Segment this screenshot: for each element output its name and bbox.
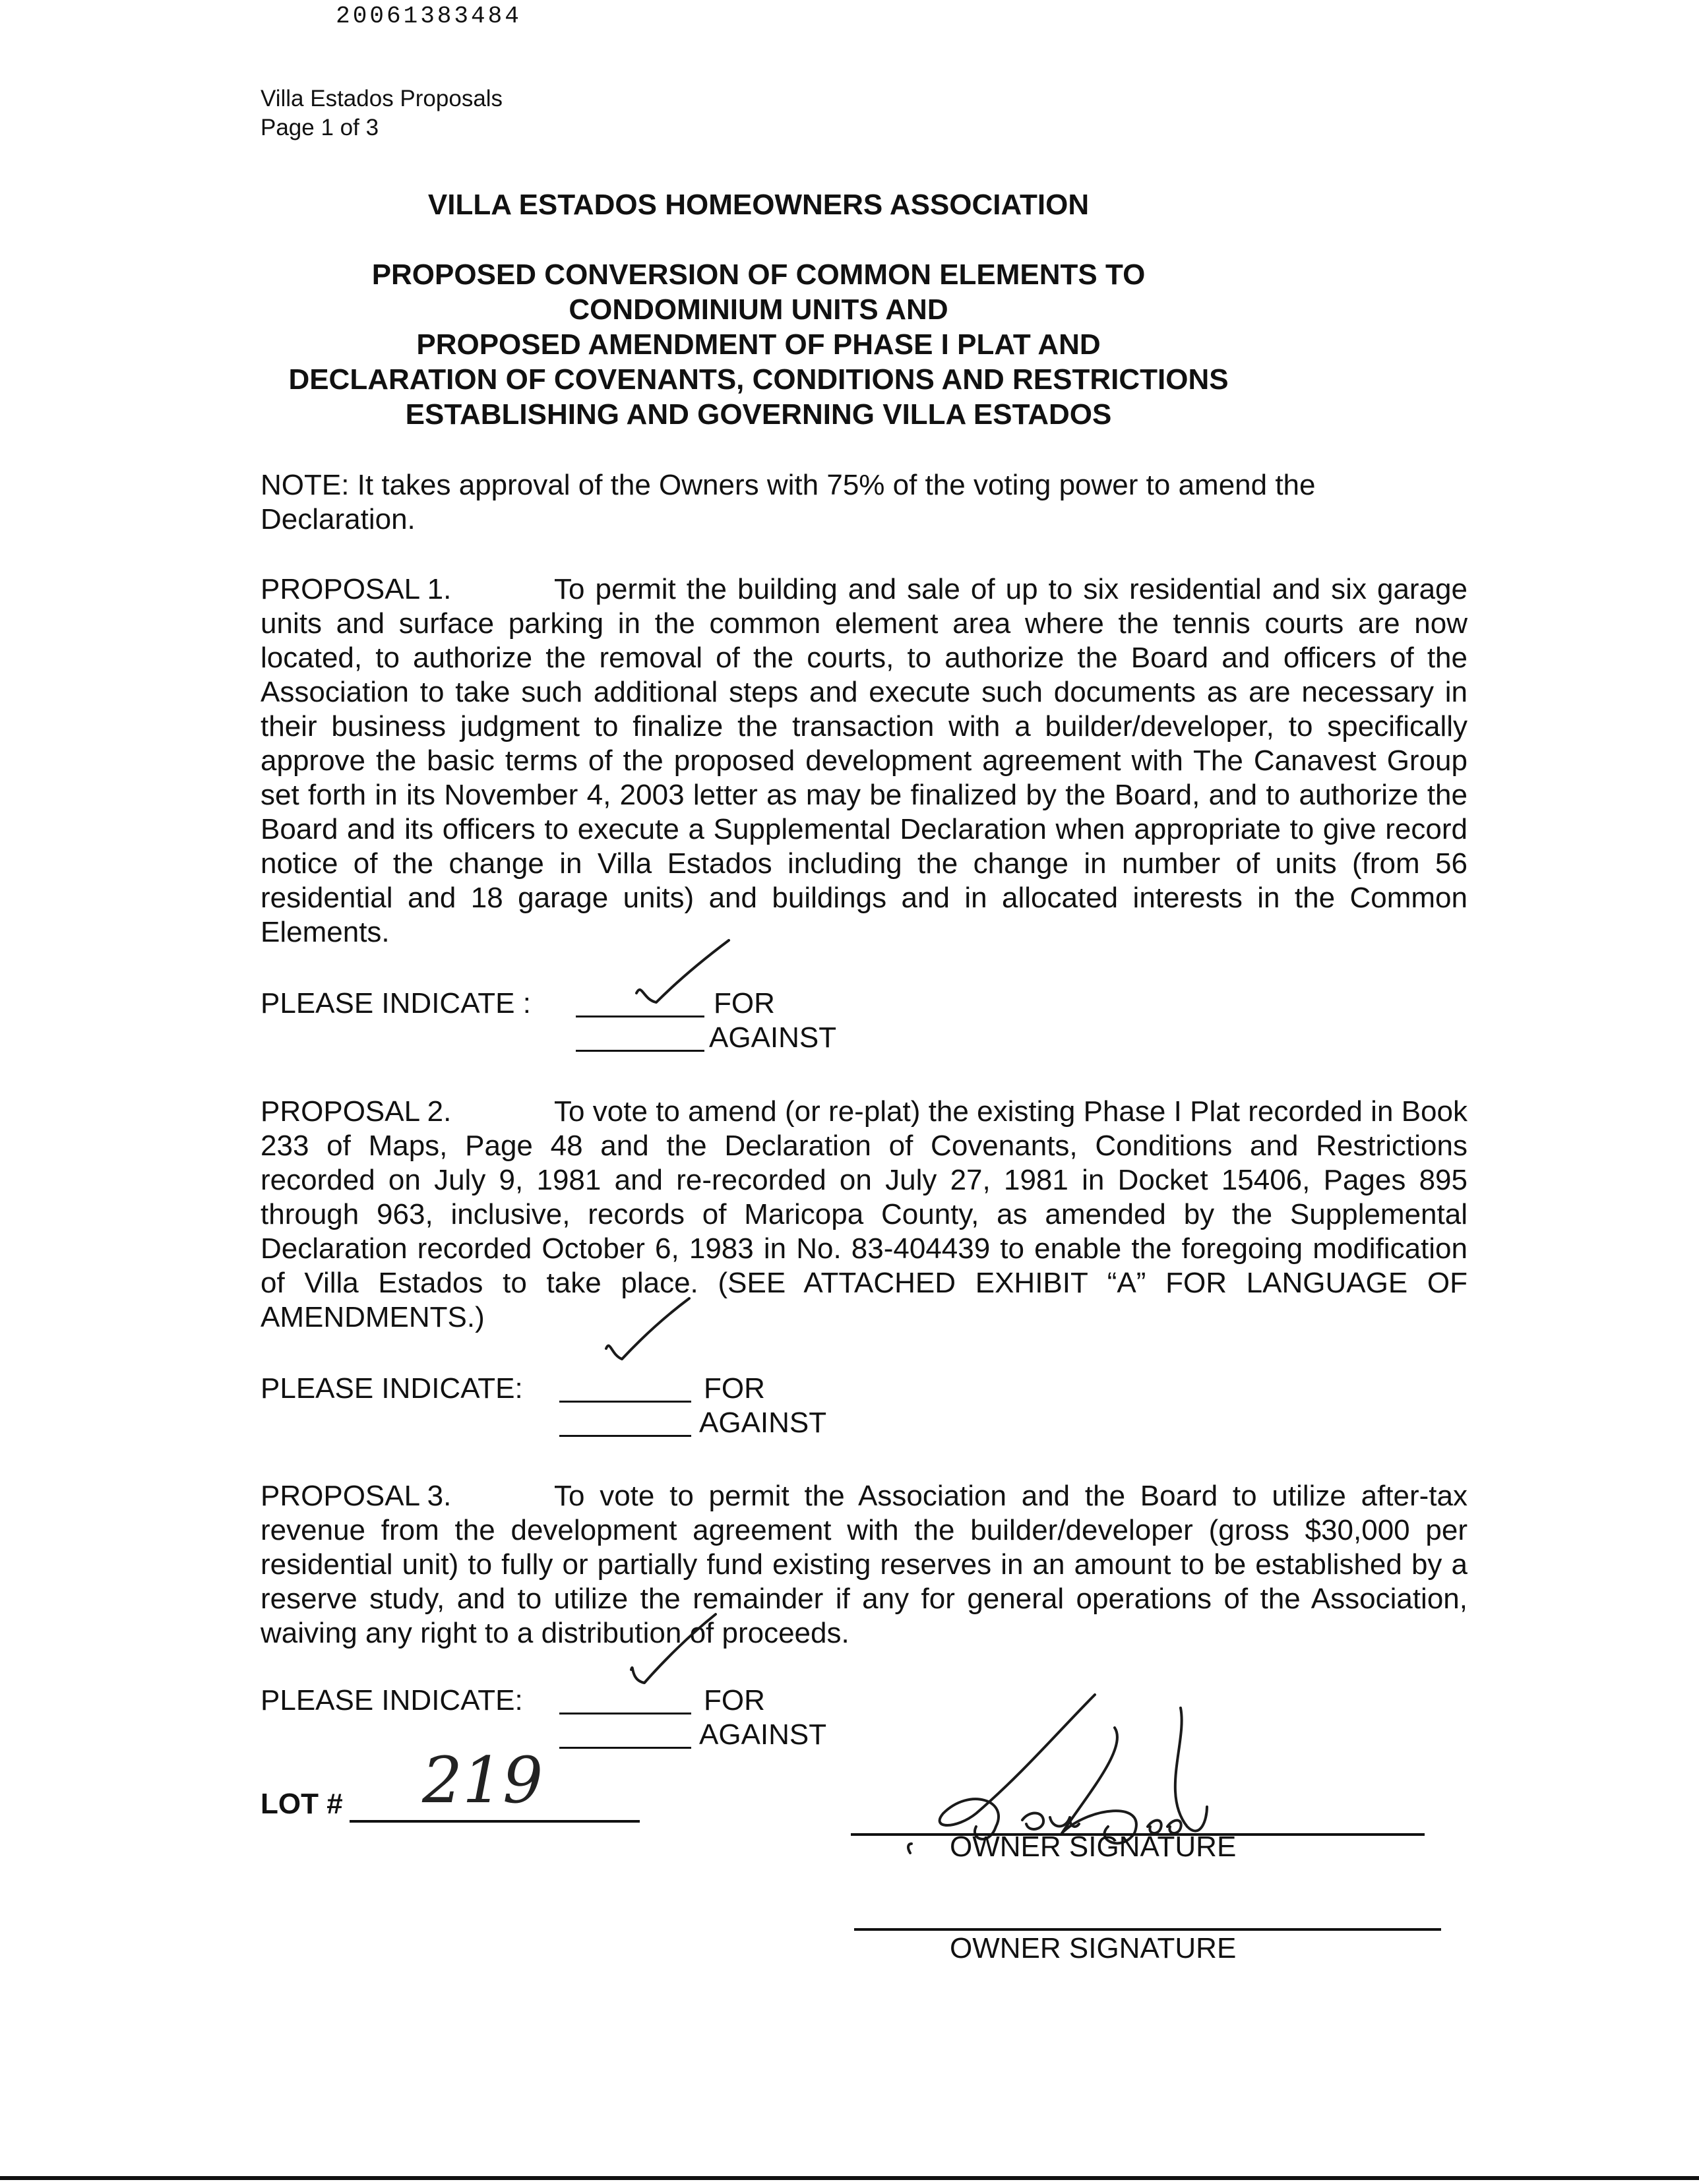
proposal-3-checkmark-icon [617, 1609, 722, 1695]
lot-number-line [350, 1820, 640, 1823]
owner-signature-caption-2: OWNER SIGNATURE [950, 1932, 1237, 1964]
proposal-3-label: PROPOSAL 3. [261, 1480, 452, 1512]
subtitle-line-5: ESTABLISHING AND GOVERNING VILLA ESTADOS [405, 398, 1112, 431]
proposal-2-for-blank[interactable] [559, 1374, 691, 1406]
proposal-3-against-blank[interactable] [559, 1720, 691, 1752]
proposal-3-indicate-label: PLEASE INDICATE: [261, 1684, 523, 1716]
subtitle-line-4: DECLARATION OF COVENANTS, CONDITIONS AND RESTRICTIONS [288, 363, 1229, 396]
document-id: 20061383484 [336, 3, 522, 30]
proposal-1-checkmark-icon [630, 936, 735, 1016]
proposal-3-text: To vote to permit the Association and the Board to utilize after-tax revenue from the development agreement with the builder/developer (gross $30,000 per residential unit) to fully or partially fund existing reserves in an amount to be established by a reserve study, and to utilize the remainder if any for general operations of the Association, waiving any right to a distribution of proceeds. [261, 1480, 1467, 1649]
proposal-2-against-blank[interactable] [559, 1409, 691, 1440]
proposal-2-for-label: FOR [704, 1372, 765, 1405]
proposal-1-for-label: FOR [714, 987, 775, 1019]
proposal-3-paragraph [261, 1479, 1467, 1651]
proposal-1-paragraph [261, 572, 1467, 950]
subtitle-line-2: CONDOMINIUM UNITS AND [569, 293, 948, 326]
proposal-2-checkmark-icon [597, 1296, 696, 1375]
proposal-1-against-label: AGAINST [709, 1021, 837, 1054]
proposal-1-label: PROPOSAL 1. [261, 573, 452, 605]
voting-note: NOTE: It takes approval of the Owners with 75% of the voting power to amend the Declaration. [261, 469, 1316, 535]
proposal-1-against-blank[interactable] [576, 1023, 704, 1055]
proposal-2-against-label: AGAINST [699, 1407, 827, 1439]
proposal-2-label: PROPOSAL 2. [261, 1095, 452, 1128]
lot-number-value[interactable]: 219 [422, 1744, 543, 1817]
proposal-2-text: To vote to amend (or re-plat) the existing Phase I Plat recorded in Book 233 of Maps, Page 48 and the Declaration of Covenants, Conditions and Restrictions recorded on July 9, 1981 and re-recorded on July 27, 1981 in Docket 15406, Pages 895 through 963, inclusive, records of Maricopa County, as amended by the Supplemental Declaration recorded October 6, 1983 in No. 83-404439 to enable the foregoing modification of Villa Estados to take place. (SEE ATTACHED EXHIBIT “A” FOR LANGUAGE OF AMENDMENTS.) [261, 1095, 1467, 1333]
lot-label: LOT # [261, 1788, 343, 1820]
proposal-2-paragraph [261, 1095, 1467, 1335]
bottom-border [0, 2176, 1699, 2180]
association-title: VILLA ESTADOS HOMEOWNERS ASSOCIATION [427, 189, 1090, 221]
proposal-2-indicate-label: PLEASE INDICATE: [261, 1372, 523, 1405]
proposal-1-text: To permit the building and sale of up to six residential and six garage units and surface parking in the common element area where the tennis courts are now located, to authorize the removal of the courts, to authorize the Board and officers of the Association to take such additional steps and execute such documents as are necessary in their business judgment to finalize the transaction with a builder/developer, to specifically approve the basic terms of the proposed development agreement with The Canavest Group set forth in its November 4, 2003 letter as may be finalized by the Board, and to authorize the Board and its officers to execute a Supplemental Declaration when appropriate to give record notice of the change in Villa Estados including the change in number of units (from 56 residential and 18 garage units) and buildings and in allocated interests in the Common Elements. [261, 573, 1467, 948]
owner-signature-line-2[interactable] [854, 1928, 1441, 1931]
proposal-3-against-label: AGAINST [699, 1718, 827, 1751]
page-number: Page 1 of 3 [261, 115, 379, 140]
owner-signature-caption-1: OWNER SIGNATURE [950, 1831, 1237, 1863]
subtitle-line-1: PROPOSED CONVERSION OF COMMON ELEMENTS TO [371, 258, 1146, 291]
proposal-3-for-label: FOR [704, 1684, 765, 1716]
subtitle-line-3: PROPOSED AMENDMENT OF PHASE I PLAT AND [416, 328, 1101, 361]
proposal-1-indicate-label: PLEASE INDICATE : [261, 987, 531, 1019]
header-title: Villa Estados Proposals [261, 86, 503, 111]
